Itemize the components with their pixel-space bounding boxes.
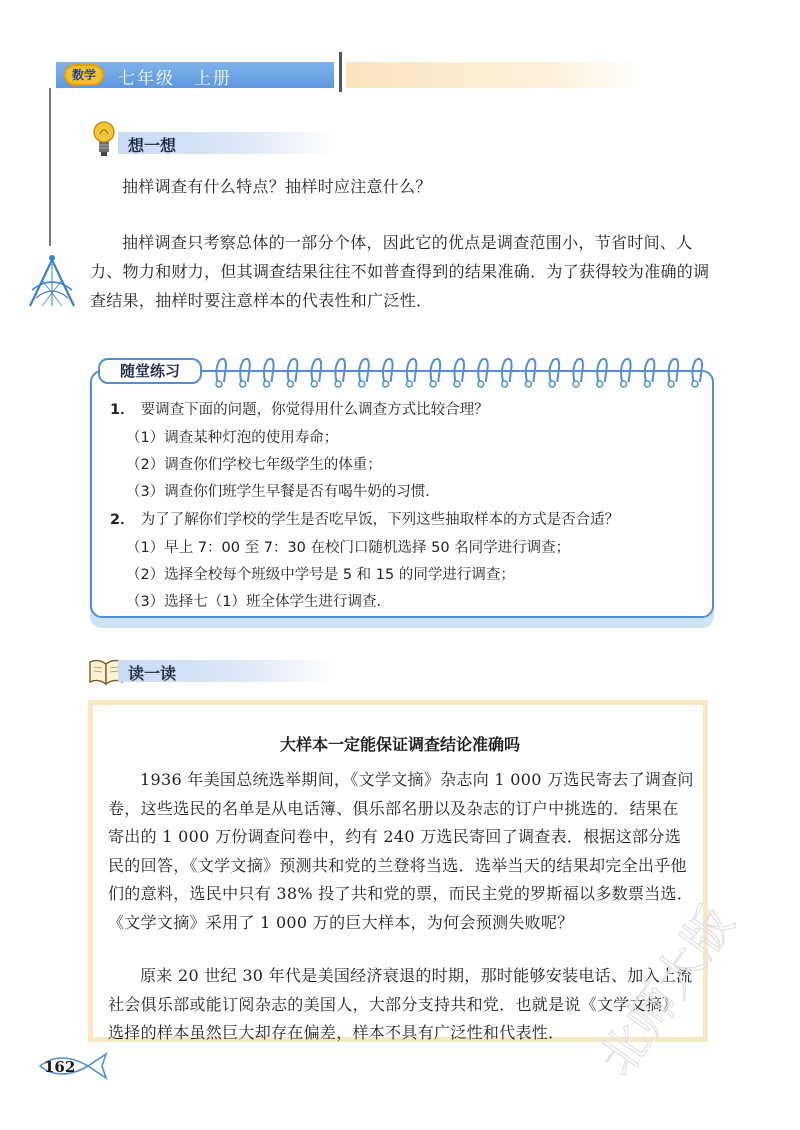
think-question: 抽样调查有什么特点？抽样时应注意什么？ xyxy=(122,177,432,196)
article-title: 大样本一定能保证调查结论准确吗 xyxy=(279,735,520,754)
question-2-number: 2． xyxy=(110,512,135,528)
header-band xyxy=(346,62,646,88)
watermark-text: 北师大版 xyxy=(588,896,745,1086)
question-1-item: （2）调查你们学校七年级学生的体重； xyxy=(126,457,382,473)
think-section-title xyxy=(118,132,338,154)
subject-badge xyxy=(64,64,104,86)
book-title: 七年级 上册 xyxy=(118,69,232,89)
reading-title-text: 读一读 xyxy=(128,664,177,683)
subject-badge-text: 数学 xyxy=(71,68,96,82)
question-1-item: （1）调查某种灯泡的使用寿命； xyxy=(126,430,339,446)
think-title-text: 想一想 xyxy=(128,136,177,155)
question-2 xyxy=(110,508,619,529)
question-2-text: 为了了解你们学校的学生是否吃早饭，下列这些抽取样本的方式是否合适？ xyxy=(140,512,620,528)
lightbulb-icon xyxy=(92,120,116,160)
article-paragraph-2: 原来 20 世纪 30 年代是美国经济衰退的时期，那时能够安装电话、加入上流社会俱乐部或能订阅杂志的美国人，大部分支持共和党．也就是说《文学文摘》选择的样本虽然巨大却存在偏差，样本不具有广泛性和代表性． xyxy=(108,966,693,1042)
reading-section-title xyxy=(118,660,338,682)
practice-title: 随堂练习 xyxy=(119,362,180,380)
notebook-spiral-icon xyxy=(212,354,712,390)
question-1-text: 要调查下面的问题，你觉得用什么调查方式比较合理？ xyxy=(140,402,489,418)
question-2-item: （2）选择全校每个班级中学号是 5 和 15 的同学进行调查； xyxy=(126,567,515,583)
article-paragraph-1: 1936 年美国总统选举期间，《文学文摘》杂志向 1 000 万选民寄去了调查问卷，这些选民的名单是从电话簿、俱乐部名册以及杂志的订户中挑选的．结果在寄出的 1 000 万份调查问卷中，约有 240 万选民寄回了调查表．根据这部分选民的回答，《文学文摘》预测共和党的兰登将当选．选举当天的结果却完全出乎他们的意料，选民中只有 38% 投了共和党的票，而民主党的罗斯福以多数票当选．《文学文摘》采用了 1 000 万的巨大样本，为何会预测失败呢？ xyxy=(108,770,694,932)
question-1-item: （3）调查你们班学生早餐是否有喝牛奶的习惯． xyxy=(126,484,440,500)
publisher-watermark xyxy=(570,870,790,1110)
question-2-item: （3）选择七（1）班全体学生进行调查． xyxy=(126,594,391,610)
question-1 xyxy=(110,398,489,419)
think-answer: 抽样调查只考察总体的一部分个体，因此它的优点是调查范围小，节省时间、人力、物力和财力，但其调查结果往往不如普查得到的结果准确．为了获得较为准确的调查结果，抽样时要注意样本的代表性和广泛性． xyxy=(90,233,710,310)
question-1-number: 1． xyxy=(110,402,135,418)
question-2-item: （1）早上 7：00 至 7：30 在校门口随机选择 50 名同学进行调查； xyxy=(126,540,571,556)
practice-tab xyxy=(98,358,202,384)
compass-icon xyxy=(22,250,82,310)
page-number: 162 xyxy=(44,1058,76,1076)
left-margin-rule xyxy=(49,88,51,246)
header-divider xyxy=(339,52,342,92)
